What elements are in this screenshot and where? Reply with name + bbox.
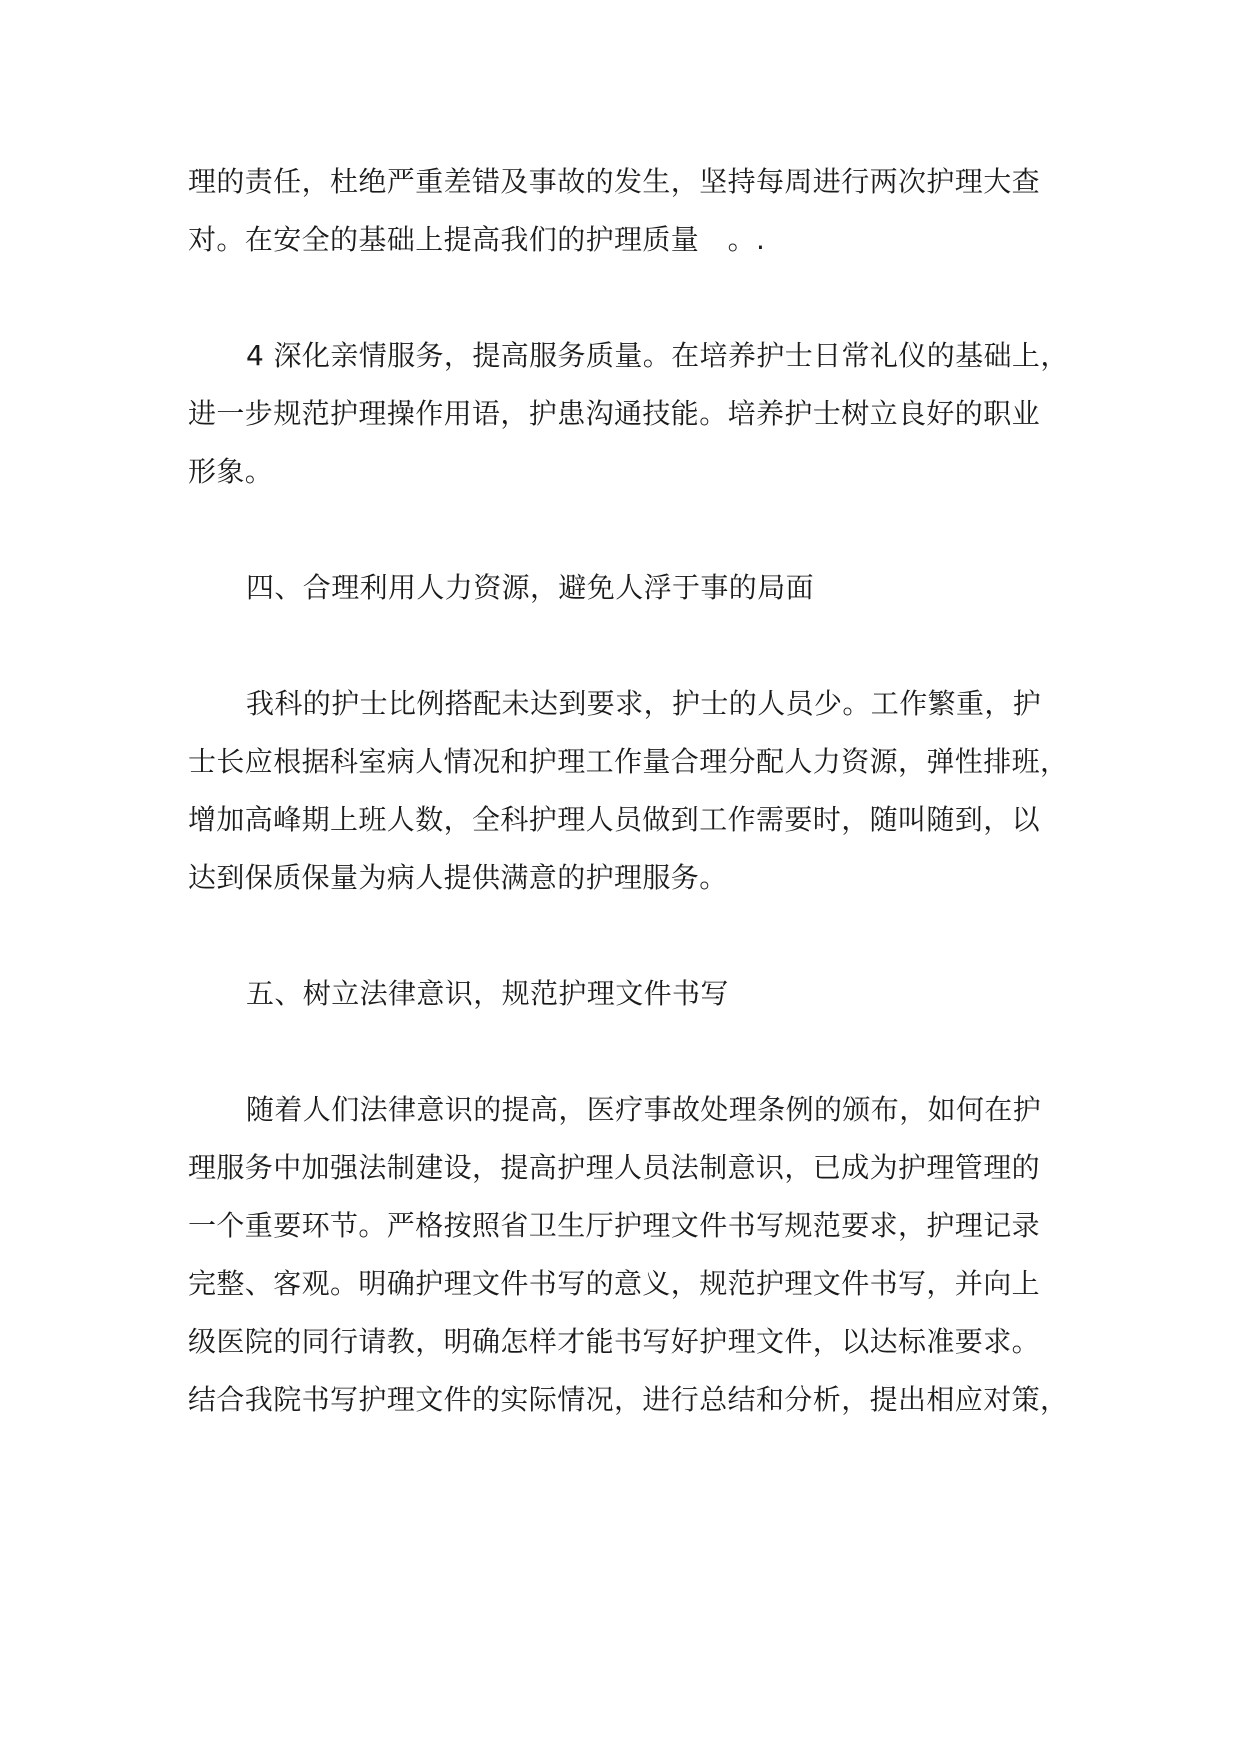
paragraph-line: 级医院的同行请教，明确怎样才能书写好护理文件，以达标准要求。 — [188, 1325, 1041, 1358]
paragraph-line: 我科的护士比例搭配未达到要求，护士的人员少。工作繁重，护 — [246, 687, 1042, 720]
paragraph-line: 进一步规范护理操作用语，护患沟通技能。培养护士树立良好的职业 — [188, 397, 1041, 430]
section-heading: 四、合理利用人力资源，避免人浮于事的局面 — [246, 571, 815, 604]
paragraph-line: 完整、客观。明确护理文件书写的意义，规范护理文件书写，并向上 — [188, 1267, 1041, 1300]
paragraph-line: 增加高峰期上班人数，全科护理人员做到工作需要时，随叫随到，以 — [188, 803, 1041, 836]
section-heading: 五、树立法律意识，规范护理文件书写 — [246, 977, 729, 1010]
paragraph-line: 随着人们法律意识的提高，医疗事故处理条例的颁布，如何在护 — [246, 1093, 1042, 1126]
paragraph-line: 4 深化亲情服务，提高服务质量。在培养护士日常礼仪的基础上， — [246, 339, 1069, 372]
paragraph-line: 形象。 — [188, 455, 274, 488]
paragraph-line: 对。在安全的基础上提高我们的护理质量 。. — [188, 223, 766, 256]
paragraph-line: 士长应根据科室病人情况和护理工作量合理分配人力资源，弹性排班， — [188, 745, 1069, 778]
paragraph-line: 一个重要环节。严格按照省卫生厅护理文件书写规范要求，护理记录 — [188, 1209, 1041, 1242]
paragraph-line: 理服务中加强法制建设，提高护理人员法制意识，已成为护理管理的 — [188, 1151, 1041, 1184]
paragraph-line: 理的责任，杜绝严重差错及事故的发生，坚持每周进行两次护理大查 — [188, 165, 1041, 198]
paragraph-line: 达到保质保量为病人提供满意的护理服务。 — [188, 861, 728, 894]
paragraph-line: 结合我院书写护理文件的实际情况，进行总结和分析，提出相应对策， — [188, 1383, 1069, 1416]
